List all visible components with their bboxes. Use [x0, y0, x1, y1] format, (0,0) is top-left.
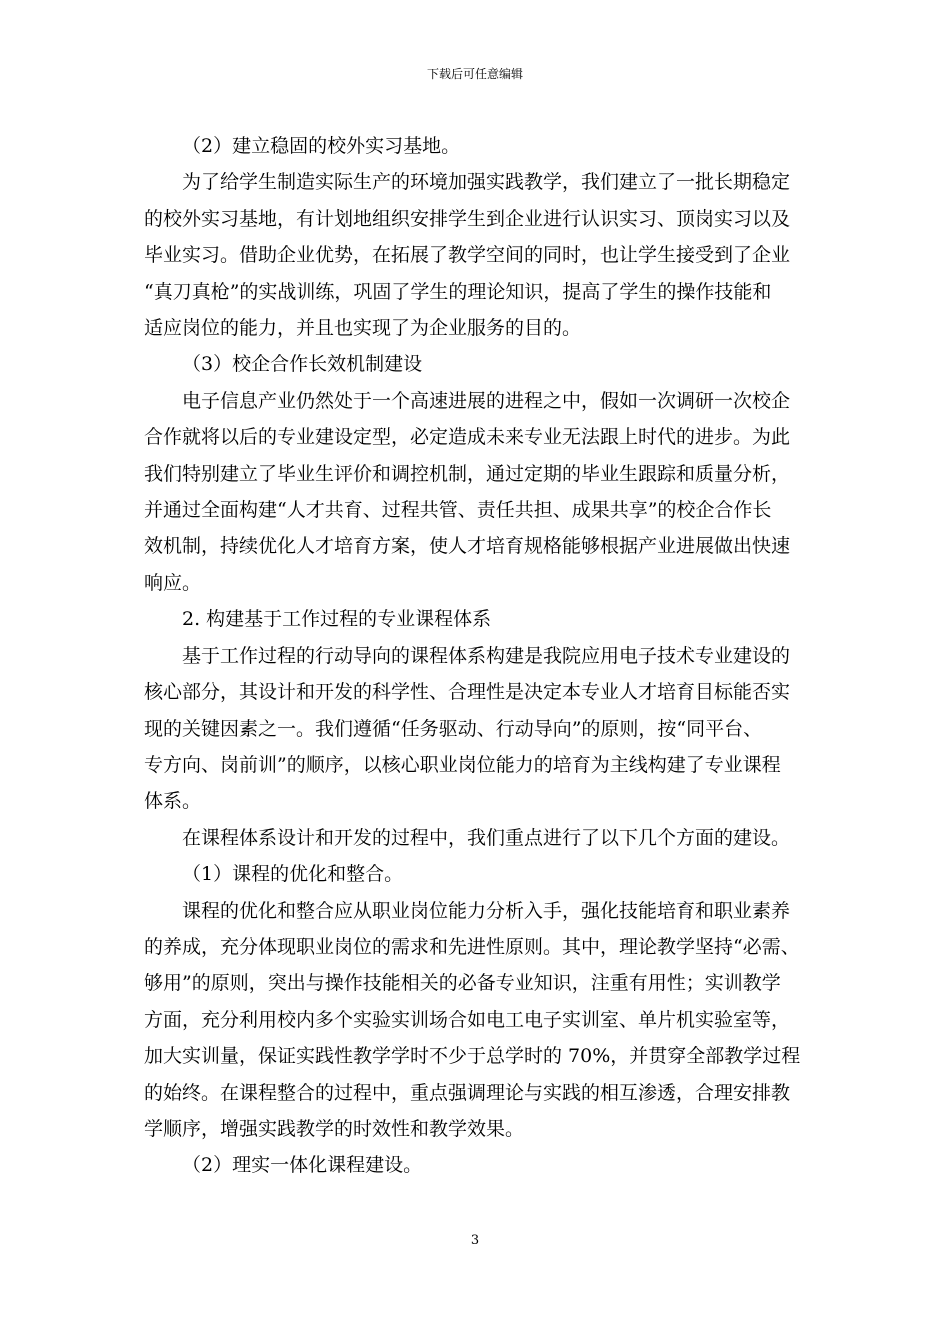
subheading-campus-base: （2）建立稳固的校外实习基地。: [182, 135, 461, 157]
subheading-course-optimization: （1）课程的优化和整合。: [182, 863, 404, 886]
paragraph-practice-base: 为了给学生制造实际生产的环境加强实践教学，我们建立了一批长期稳定 的校外实习基地，有计划地组织安排学生到企业进行认识实习、顶岗实习以及 毕业实习。借助企业优势，在拓展了教学空间的同时，也让学生接受到了企业 “真刀真枪”的实战训练，巩固了学生的理论知识，提高了学生的操作技能和 适应岗位的能力，并且也实现了为企业服务的目的。: [144, 171, 791, 340]
page-number: 3: [470, 1233, 480, 1248]
paragraph-mechanism: 电子信息产业仍然处于一个高速进展的进程之中，假如一次调研一次校企 合作就将以后的专业建设定型，必定造成未来专业无法跟上时代的进步。为此 我们特别建立了毕业生评价和调控机制，通过定期的毕业生跟踪和质量分析， 并通过全面构建“人才共育、过程共管、责任共担、成果共享”的校企合作长 效机制，持续优化人才培育方案，使人才培育规格能够根据产业进展做出快速 响应。: [144, 389, 791, 594]
subheading-integrated-course: （2）理实一体化课程建设。: [182, 1154, 423, 1177]
document-body: [144, 128, 808, 1184]
paragraph-construction-aspects: 在课程体系设计和开发的过程中，我们重点进行了以下几个方面的建设。: [182, 826, 791, 849]
page-header: 下载后可任意编辑: [426, 67, 523, 81]
paragraph-curriculum-system: 基于工作过程的行动导向的课程体系构建是我院应用电子技术专业建设的 核心部分，其设计和开发的科学性、合理性是决定本专业人才培育目标能否实 现的关键因素之一。我们遵循“任务驱动、行动导向”的原则，按“同平台、 专方向、岗前训”的顺序，以核心职业岗位能力的培育为主线构建了专业课程 体系。: [144, 644, 791, 813]
subheading-long-term-mechanism: （3）校企合作长效机制建设: [182, 353, 423, 376]
paragraph-course-optimization: 课程的优化和整合应从职业岗位能力分析入手，强化技能培育和职业素养 的养成，充分体现职业岗位的需求和先进性原则。其中，理论教学坚持“必需、 够用”的原则，突出与操作技能相关的必备专业知识，注重有用性；实训教学 方面，充分利用校内多个实验实训场合如电工电子实训室、单片机实验室等， 加大实训量，保证实践性教学学时不少于总学时的 70%，并贯穿全部教学过程 的始终。在课程整合的过程中，重点强调理论与实践的相互渗透，合理安排教 学顺序，增强实践教学的时效性和教学效果。: [144, 899, 801, 1140]
heading-curriculum-system: 2. 构建基于工作过程的专业课程体系: [182, 608, 492, 631]
